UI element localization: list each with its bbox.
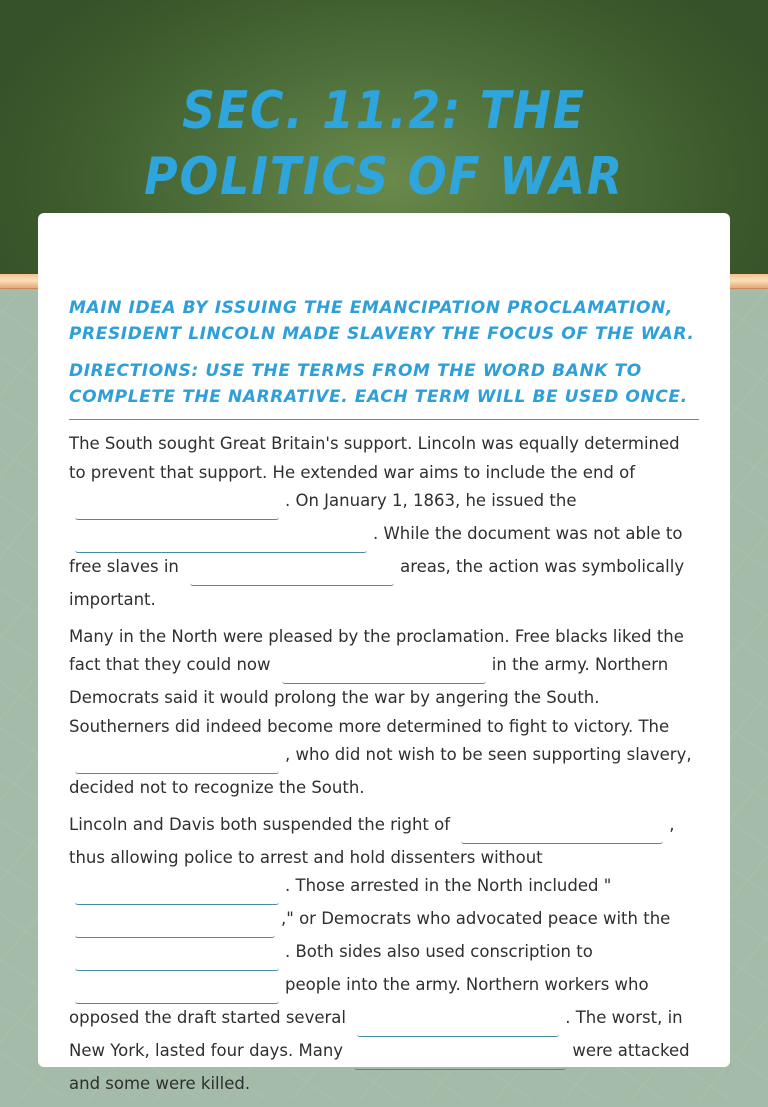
worksheet-card xyxy=(38,213,730,1093)
main-idea: MAIN IDEA BY ISSUING THE EMANCIPATION PROCLAMATION, PRESIDENT LINCOLN MADE SLAVERY THE FOCUS OF THE WAR. xyxy=(69,298,695,344)
text-segment: people into the army. Northern workers who opposed the draft started several xyxy=(69,975,649,1027)
blank-input-7[interactable] xyxy=(75,885,279,905)
blank-input-1[interactable] xyxy=(75,500,279,520)
text-segment: . While the document was not able to free slaves in xyxy=(69,524,683,576)
blank-input-11[interactable] xyxy=(357,1017,559,1037)
blank-input-6[interactable] xyxy=(461,824,663,844)
text-segment: , who did not wish to be seen supporting slavery, decided not to recognize the South. xyxy=(69,745,692,797)
text-segment: areas, the action was symbolically important. xyxy=(69,557,685,609)
instructions-block xyxy=(69,295,699,421)
text-segment: were attacked and some were killed. xyxy=(69,1041,690,1093)
text-segment: Lincoln and Davis both suspended the right of xyxy=(69,814,451,834)
blank-input-2[interactable] xyxy=(75,533,367,553)
narrative xyxy=(69,430,699,1107)
paragraph-1 xyxy=(69,430,699,615)
divider xyxy=(69,419,699,420)
directions: DIRECTIONS: USE THE TERMS FROM THE WORD BANK TO COMPLETE THE NARRATIVE. EACH TERM WILL BE USED ONCE. xyxy=(69,361,688,407)
blank-input-4[interactable] xyxy=(282,664,486,684)
text-segment: The South sought Great Britain's support. Lincoln was equally determined to prevent that support. He extended war aims to include the end of xyxy=(69,434,680,482)
text-segment: , thus allowing police to arrest and hold dissenters without xyxy=(69,814,675,867)
text-segment: . Those arrested in the North included " xyxy=(285,876,612,895)
text-segment: ," or Democrats who advocated peace with the xyxy=(281,909,671,928)
blank-input-12[interactable] xyxy=(354,1050,566,1070)
paragraph-3 xyxy=(69,811,699,1099)
blank-input-9[interactable] xyxy=(75,951,279,971)
text-segment: . Both sides also used conscription to xyxy=(285,942,593,961)
blank-input-10[interactable] xyxy=(75,984,279,1004)
text-segment: . The worst, in New York, lasted four days. Many xyxy=(69,1008,683,1060)
blank-input-8[interactable] xyxy=(75,918,275,938)
text-segment: in the army. Northern Democrats said it would prolong the war by angering the South. Southerners did indeed become more determined to fight to victory. The xyxy=(69,655,670,736)
text-segment: Many in the North were pleased by the proclamation. Free blacks liked the fact that they could now xyxy=(69,626,684,674)
text-segment: . On January 1, 1863, he issued the xyxy=(285,491,577,510)
paragraph-2 xyxy=(69,623,699,803)
page-title: SEC. 11.2: THE POLITICS OF WAR xyxy=(144,81,624,207)
blank-input-5[interactable] xyxy=(75,754,279,774)
blank-input-3[interactable] xyxy=(190,566,394,586)
